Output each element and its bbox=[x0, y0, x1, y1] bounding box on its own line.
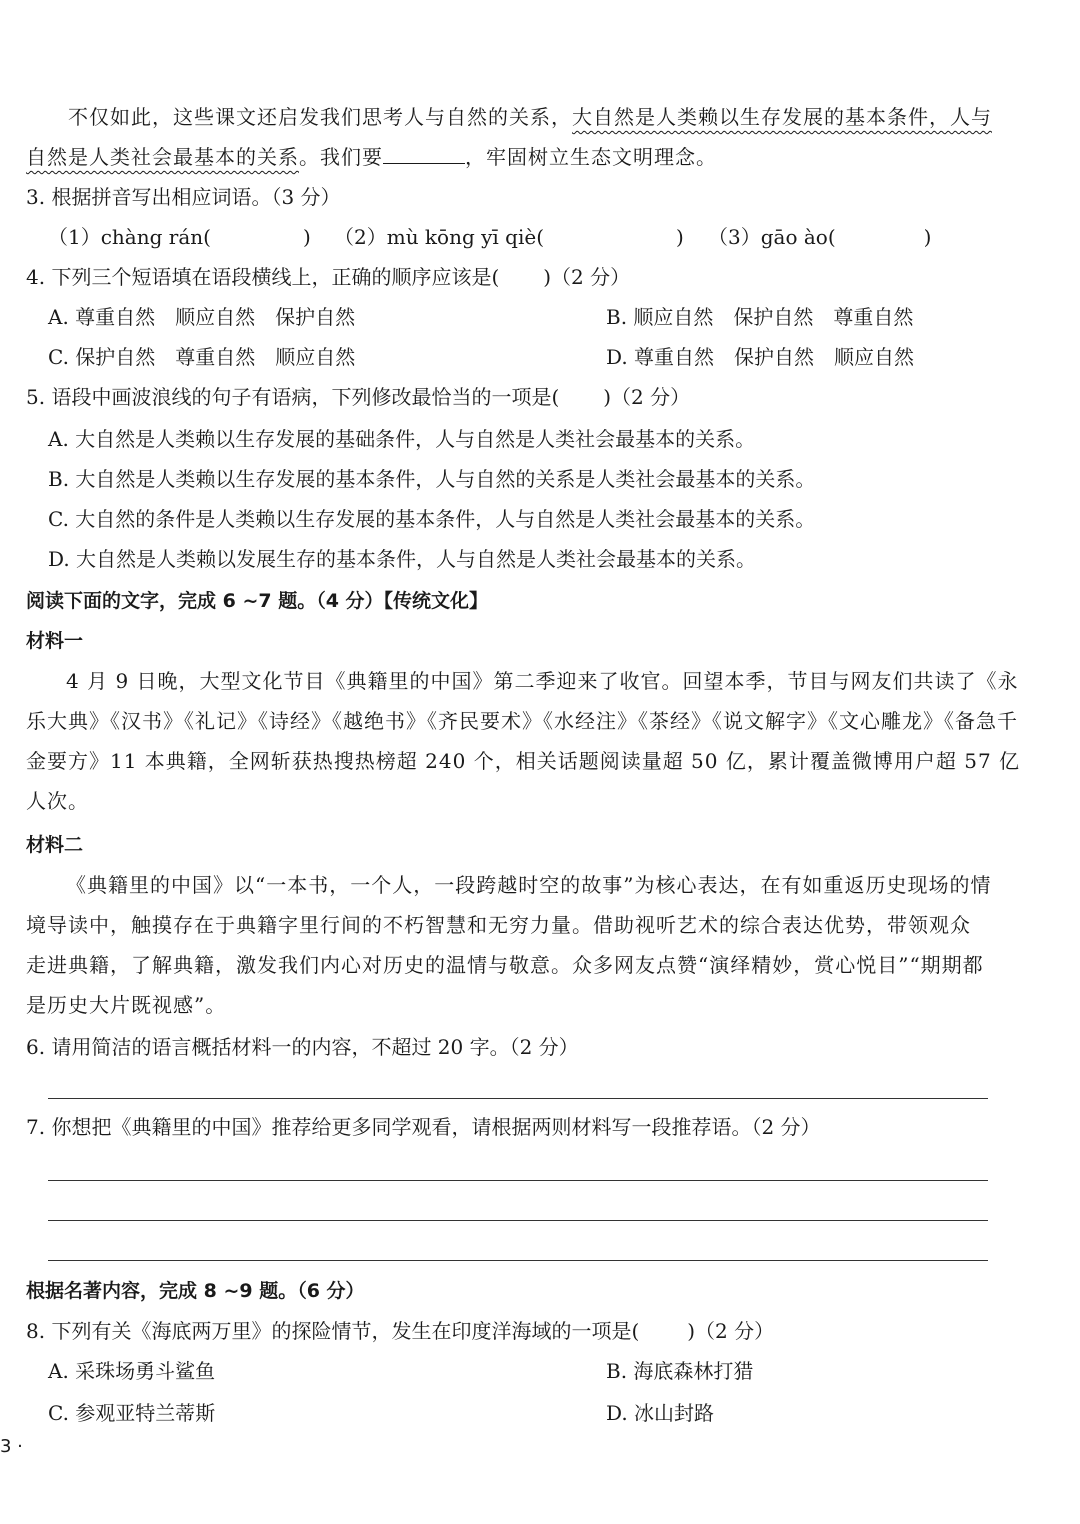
q8-option-d[interactable]: D. 冰山封路 bbox=[606, 1401, 715, 1425]
q3-item-1 bbox=[48, 222, 311, 252]
passage-line-2 bbox=[26, 142, 717, 172]
material-2-line-3: 走进典籍，了解典籍，激发我们内心对历史的温情与敬意。众多网友点赞“演绎精妙，赏心悦目”“期期都 bbox=[26, 953, 984, 977]
answer-line[interactable] bbox=[48, 1220, 988, 1221]
q5-option-c[interactable]: C. 大自然的条件是人类赖以生存发展的基本条件，人与自然是人类社会最基本的关系。 bbox=[48, 507, 816, 531]
material-2-line-2: 境导读中，触摸存在于典籍字里行间的不朽智慧和无穷力量。借助视听艺术的综合表达优势，带领观众 bbox=[26, 913, 971, 937]
question-4-stem bbox=[26, 262, 630, 292]
q3-item-2-label: （2）mù kōng yī qiè( bbox=[334, 225, 545, 249]
q8-stem-text: 8. 下列有关《海底两万里》的探险情节，发生在印度洋海域的一项是( bbox=[26, 1319, 640, 1343]
q4-option-d[interactable]: D. 尊重自然 保护自然 顺应自然 bbox=[606, 345, 915, 369]
question-7-stem: 7. 你想把《典籍里的中国》推荐给更多同学观看，请根据两则材料写一段推荐语。（2 分） bbox=[26, 1115, 821, 1139]
q3-item-2 bbox=[334, 222, 684, 252]
classics-heading: 根据名著内容，完成 8 ~9 题。（6 分） bbox=[26, 1280, 365, 1302]
reading-heading: 阅读下面的文字，完成 6 ~7 题。（4 分）【传统文化】 bbox=[26, 590, 489, 612]
fill-blank[interactable] bbox=[383, 143, 465, 164]
material-2-title: 材料二 bbox=[26, 834, 84, 856]
q3-item-1-label: （1）chàng rán( bbox=[48, 225, 211, 249]
paren-close: ) bbox=[676, 225, 684, 249]
material-1-line-4: 人次。 bbox=[26, 789, 89, 813]
q8-option-a[interactable]: A. 采珠场勇斗鲨鱼 bbox=[48, 1359, 216, 1383]
q4-option-c[interactable]: C. 保护自然 尊重自然 顺应自然 bbox=[48, 345, 356, 369]
q5-option-b[interactable]: B. 大自然是人类赖以生存发展的基本条件，人与自然的关系是人类社会最基本的关系。 bbox=[48, 467, 816, 491]
material-2-line-4: 是历史大片既视感”。 bbox=[26, 993, 227, 1017]
question-5-stem bbox=[26, 382, 690, 412]
wavy-underlined-sentence: 大自然是人类赖以生存发展的基本条件，人与 bbox=[572, 105, 992, 129]
paren-close: ) bbox=[302, 225, 311, 249]
passage-text: 不仅如此，这些课文还启发我们思考人与自然的关系， bbox=[68, 105, 572, 129]
q4-score: )（2 分） bbox=[543, 265, 631, 289]
q8-option-b[interactable]: B. 海底森林打猎 bbox=[606, 1359, 754, 1383]
question-6-stem: 6. 请用简洁的语言概括材料一的内容，不超过 20 字。（2 分） bbox=[26, 1035, 579, 1059]
answer-line[interactable] bbox=[48, 1260, 988, 1261]
wavy-underlined-sentence: 自然是人类社会最基本的关系 bbox=[26, 145, 299, 169]
passage-text: ，牢固树立生态文明理念。 bbox=[465, 145, 717, 169]
material-1-line-3: 金要方》11 本典籍，全网斩获热搜热榜超 240 个，相关话题阅读量超 50 亿，累计覆盖微博用户超 57 亿 bbox=[26, 749, 1021, 773]
answer-line[interactable] bbox=[48, 1098, 988, 1099]
q5-score: )（2 分） bbox=[603, 385, 691, 409]
paren-close: ) bbox=[923, 225, 932, 249]
passage-text: 。我们要 bbox=[299, 145, 383, 169]
q4-option-a[interactable]: A. 尊重自然 顺应自然 保护自然 bbox=[48, 305, 356, 329]
q5-stem-text: 5. 语段中画波浪线的句子有语病，下列修改最恰当的一项是( bbox=[26, 385, 560, 409]
material-1-line-1: 4 月 9 日晚，大型文化节目《典籍里的中国》第二季迎来了收官。回望本季，节目与网友们共读了《永 bbox=[66, 669, 1019, 693]
question-8-stem bbox=[26, 1316, 774, 1346]
q5-option-a[interactable]: A. 大自然是人类赖以生存发展的基础条件，人与自然是人类社会最基本的关系。 bbox=[48, 427, 756, 451]
q3-item-3 bbox=[708, 222, 931, 252]
page-number: 3 · bbox=[0, 1436, 23, 1457]
material-1-title: 材料一 bbox=[26, 630, 84, 652]
q8-option-c[interactable]: C. 参观亚特兰蒂斯 bbox=[48, 1401, 216, 1425]
answer-line[interactable] bbox=[48, 1180, 988, 1181]
material-2-line-1: 《典籍里的中国》以“一本书，一个人，一段跨越时空的故事”为核心表达，在有如重返历史现场的情 bbox=[66, 873, 992, 897]
q4-stem-text: 4. 下列三个短语填在语段横线上，正确的顺序应该是( bbox=[26, 265, 500, 289]
q3-item-3-label: （3）gāo ào( bbox=[708, 225, 836, 249]
q8-score: )（2 分） bbox=[687, 1319, 775, 1343]
material-1-line-2: 乐大典》《汉书》《礼记》《诗经》《越绝书》《齐民要术》《水经注》《茶经》《说文解字》《文心雕龙》《备急千 bbox=[26, 709, 1018, 733]
q5-option-d[interactable]: D. 大自然是人类赖以发展生存的基本条件，人与自然是人类社会最基本的关系。 bbox=[48, 547, 757, 571]
passage-line-1 bbox=[68, 102, 992, 132]
question-3-stem: 3. 根据拼音写出相应词语。（3 分） bbox=[26, 185, 341, 209]
q4-option-b[interactable]: B. 顺应自然 保护自然 尊重自然 bbox=[606, 305, 914, 329]
